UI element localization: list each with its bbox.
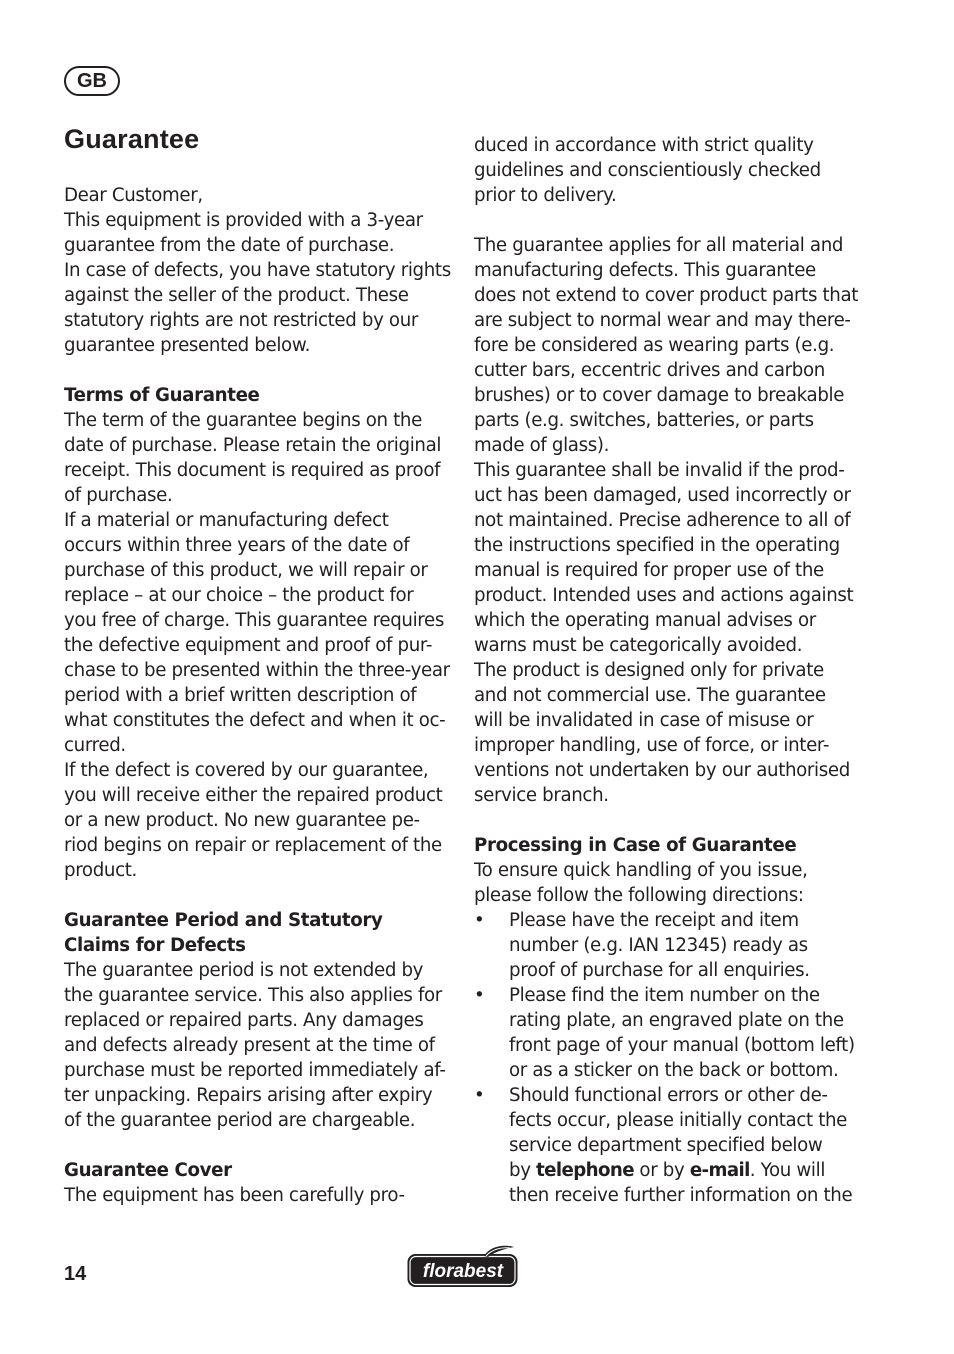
body-text-line: or a new product. No new guarantee pe- — [64, 810, 420, 831]
body-text-line: and not commercial use. The guarantee — [474, 685, 826, 706]
bold-text: telephone — [536, 1160, 634, 1181]
bullet-continuation: then receive further information on the — [509, 1185, 853, 1206]
inline-text: by — [509, 1160, 537, 1181]
section-heading: Guarantee Period and Statutory — [64, 910, 383, 931]
logo-text: florabest — [422, 1261, 504, 1282]
body-text-line: will be invalidated in case of misuse or — [474, 710, 814, 731]
bullet-continuation: proof of purchase for all enquiries. — [509, 960, 810, 981]
bullet-continuation: fects occur, please initially contact the — [509, 1110, 848, 1131]
bullet-continuation: service department specified below — [509, 1135, 823, 1156]
body-text-line: product. — [64, 860, 137, 881]
body-text-line: period with a brief written description of — [64, 685, 417, 706]
bullet-icon: • — [474, 910, 485, 931]
body-text-line: against the seller of the product. These — [64, 285, 409, 306]
body-text-line: uct has been damaged, used incorrectly or — [474, 485, 851, 506]
body-text-line: improper handling, use of force, or inter- — [474, 735, 830, 756]
body-text-line: curred. — [64, 735, 126, 756]
body-text-line: guidelines and conscientiously checked — [474, 160, 821, 181]
body-text-line: you free of charge. This guarantee requires — [64, 610, 444, 631]
right-text-column — [474, 133, 874, 1208]
section-heading: Guarantee Cover — [64, 1160, 232, 1181]
body-text-line: you will receive either the repaired product — [64, 785, 443, 806]
body-text-line: guarantee from the date of purchase. — [64, 235, 395, 256]
body-text-line: chase to be presented within the three-year — [64, 660, 450, 681]
body-text-line: brushes) or to cover damage to breakable — [474, 385, 845, 406]
body-text-line: ter unpacking. Repairs arising after expiry — [64, 1085, 433, 1106]
body-text-line: If a material or manufacturing defect — [64, 510, 389, 531]
body-text-line: replace – at our choice – the product for — [64, 585, 414, 606]
body-text-line: The product is designed only for private — [474, 660, 824, 681]
bullet-text: Please have the receipt and item — [509, 910, 799, 931]
florabest-logo-graphic — [406, 1244, 520, 1290]
body-text-line: occurs within three years of the date of — [64, 535, 410, 556]
body-text-line: guarantee presented below. — [64, 335, 311, 356]
page-number: 14 — [64, 1263, 87, 1285]
florabest-logo — [406, 1244, 520, 1290]
body-text-line: does not extend to cover product parts that — [474, 285, 859, 306]
body-text-line: If the defect is covered by our guarantee, — [64, 760, 429, 781]
body-text-line: are subject to normal wear and may there- — [474, 310, 851, 331]
body-text-line: cutter bars, eccentric drives and carbon — [474, 360, 825, 381]
bullet-item — [474, 908, 874, 933]
body-text-line: The term of the guarantee begins on the — [64, 410, 422, 431]
body-text-line: prior to delivery. — [474, 185, 617, 206]
body-text-line: what constitutes the defect and when it oc- — [64, 710, 446, 731]
bullet-continuation: or as a sticker on the back or bottom. — [509, 1060, 839, 1081]
body-text-line: receipt. This document is required as proof — [64, 460, 441, 481]
body-text-line: please follow the following directions: — [474, 885, 804, 906]
body-text-line: This equipment is provided with a 3-year — [64, 210, 423, 231]
body-text-line: duced in accordance with strict quality — [474, 135, 814, 156]
bullet-icon: • — [474, 1085, 485, 1106]
body-text-line: The guarantee applies for all material and — [474, 235, 844, 256]
bullet-continuation: number (e.g. IAN 12345) ready as — [509, 935, 808, 956]
body-text-line: not maintained. Precise adherence to all of — [474, 510, 851, 531]
body-text-line: To ensure quick handling of you issue, — [474, 860, 808, 881]
body-text-line: manual is required for proper use of the — [474, 560, 824, 581]
bullet-icon: • — [474, 985, 485, 1006]
bullet-continuation: front page of your manual (bottom left) — [509, 1035, 855, 1056]
paragraph-spacer — [474, 808, 874, 833]
body-text-line: and defects already present at the time of — [64, 1035, 435, 1056]
body-text-line: product. Intended uses and actions against — [474, 585, 854, 606]
inline-text: . You will — [749, 1160, 826, 1181]
body-text-line: the instructions specified in the operating — [474, 535, 840, 556]
inline-text: or by — [634, 1160, 690, 1181]
body-text-line: In case of defects, you have statutory rights — [64, 260, 451, 281]
left-text-column — [64, 183, 464, 1208]
section-heading: Claims for Defects — [64, 935, 246, 956]
body-text-line: manufacturing defects. This guarantee — [474, 260, 816, 281]
paragraph-spacer — [474, 208, 874, 233]
body-text-line: Dear Customer, — [64, 185, 203, 206]
body-text-line: parts (e.g. switches, batteries, or parts — [474, 410, 814, 431]
bold-text: e-mail — [689, 1160, 750, 1181]
language-badge: GB — [64, 66, 120, 96]
body-text-line: of the guarantee period are chargeable. — [64, 1110, 416, 1131]
body-text-line: made of glass). — [474, 435, 610, 456]
paragraph-spacer — [64, 358, 464, 383]
bullet-continuation — [474, 1158, 874, 1183]
body-text-line: ventions not undertaken by our authorised — [474, 760, 850, 781]
bullet-text: Please find the item number on the — [509, 985, 820, 1006]
body-text-line: warns must be categorically avoided. — [474, 635, 803, 656]
section-heading: Processing in Case of Guarantee — [474, 835, 797, 856]
body-text-line: date of purchase. Please retain the original — [64, 435, 442, 456]
body-text-line: purchase must be reported immediately af- — [64, 1060, 446, 1081]
body-text-line: of purchase. — [64, 485, 173, 506]
body-text-line: the defective equipment and proof of pur- — [64, 635, 433, 656]
body-text-line: This guarantee shall be invalid if the prod- — [474, 460, 845, 481]
bullet-item — [474, 983, 874, 1008]
body-text-line: statutory rights are not restricted by our — [64, 310, 419, 331]
body-text-line: fore be considered as wearing parts (e.g. — [474, 335, 835, 356]
bullet-item — [474, 1083, 874, 1108]
section-heading: Terms of Guarantee — [64, 385, 260, 406]
body-text-line: The equipment has been carefully pro- — [64, 1185, 405, 1206]
body-text-line: riod begins on repair or replacement of the — [64, 835, 442, 856]
body-text-line: The guarantee period is not extended by — [64, 960, 424, 981]
bullet-continuation: rating plate, an engraved plate on the — [509, 1010, 844, 1031]
body-text-line: service branch. — [474, 785, 609, 806]
paragraph-spacer — [64, 883, 464, 908]
body-text-line: the guarantee service. This also applies for — [64, 985, 442, 1006]
bullet-text: Should functional errors or other de- — [509, 1085, 828, 1106]
paragraph-spacer — [64, 1133, 464, 1158]
page-title: Guarantee — [64, 124, 200, 154]
body-text-line: which the operating manual advises or — [474, 610, 816, 631]
body-text-line: replaced or repaired parts. Any damages — [64, 1010, 424, 1031]
body-text-line: purchase of this product, we will repair or — [64, 560, 428, 581]
